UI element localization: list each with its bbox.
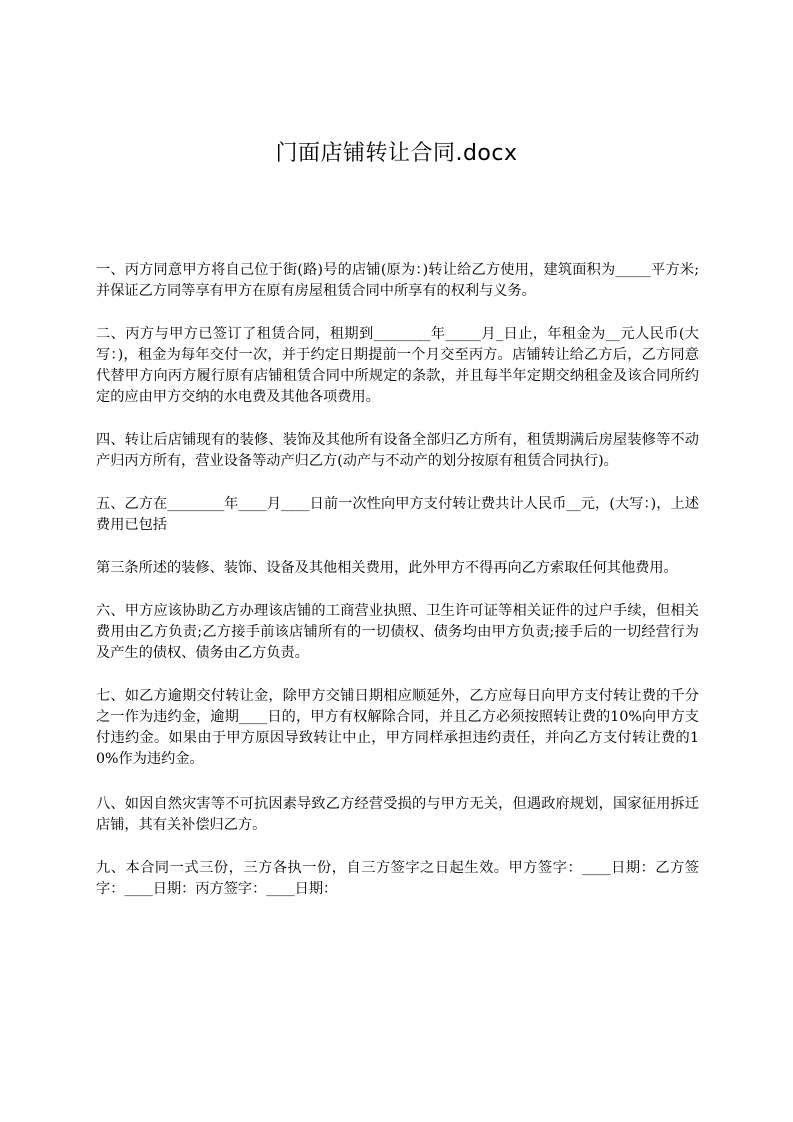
clause-6: 六、甲方应该协助乙方办理该店铺的工商营业执照、卫生许可证等相关证件的过户手续，但相关费用由乙方负责;乙方接手前该店铺所有的一切债权、债务均由甲方负责;接手后的一切经营行为及产生的债权、债务由乙方负责。	[96, 603, 699, 661]
clause-1: 一、丙方同意甲方将自己位于街(路)号的店铺(原为：)转让给乙方使用，建筑面积为_____平方米;并保证乙方同等享有甲方在原有房屋租赁合同中所享有的权利与义务。	[96, 262, 699, 299]
document-body	[96, 260, 699, 922]
clause-5: 五、乙方在________年____月____日前一次性向甲方支付转让费共计人民币__元，(大写：)，上述费用已包括	[96, 496, 699, 533]
clause-7: 七、如乙方逾期交付转让金，除甲方交铺日期相应顺延外，乙方应每日向甲方支付转让费的千分之一作为违约金，逾期____日的，甲方有权解除合同，并且乙方必须按照转让费的10%向甲方支付违约金。如果由于甲方原因导致转让中止，甲方同样承担违约责任，并向乙方支付转让费的10%作为违约金。	[96, 688, 699, 767]
clause-8: 八、如因自然灾害等不可抗因素导致乙方经营受损的与甲方无关，但遇政府规划，国家征用拆迁店铺，其有关补偿归乙方。	[96, 796, 699, 833]
clause-9-signatures: 九、本合同一式三份，三方各执一份，自三方签字之日起生效。甲方签字：____日期：乙方签字：____日期：丙方签字：____日期：	[96, 860, 699, 897]
document-title: 门面店铺转让合同.docx	[275, 141, 518, 166]
clause-4: 四、转让后店铺现有的装修、装饰及其他所有设备全部归乙方所有，租赁期满后房屋装修等不动产归丙方所有，营业设备等动产归乙方(动产与不动产的划分按原有租赁合同执行)。	[96, 432, 699, 469]
clause-5-continued: 第三条所述的装修、装饰、设备及其他相关费用，此外甲方不得再向乙方索取任何其他费用。	[96, 560, 678, 576]
clause-2: 二、丙方与甲方已签订了租赁合同，租期到________年_____月_日止，年租金为__元人民币(大写：)，租金为每年交付一次，并于约定日期提前一个月交至丙方。店铺转让给乙方后，乙方同意代替甲方向丙方履行原有店铺租赁合同中所规定的条款，并且每半年定期交纳租金及该合同所约定的应由甲方交纳的水电费及其他各项费用。	[96, 326, 699, 405]
